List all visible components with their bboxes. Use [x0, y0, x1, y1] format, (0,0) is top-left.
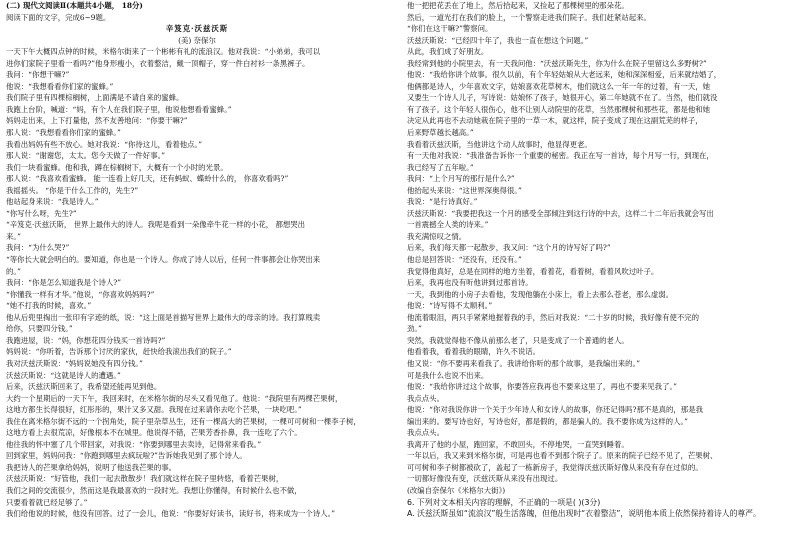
passage-line: 沃兹沃斯说：“我要把我这一个月的感受全部倾注到这行诗的中去，这样二十二年后我就会写出 [407, 208, 714, 218]
passage-line: 他抬起头来说：“这世界深奥得很。” [407, 185, 522, 195]
question-6-option-a: A. 沃兹沃斯虽如“流浪汉”般生活落魄，但他出现时“衣着整洁”，说明他本质上依然保持着诗人的尊严。 [407, 509, 761, 519]
passage-line: 只要看着就已经足够了。” [6, 497, 88, 507]
passage-line: 从此，我们成了好朋友。 [407, 47, 489, 57]
passage-line: 他俩都是诗人，少年喜欢文字，姑娘喜欢花草树木，他们就这么一年一年的过着，有一天，她 [407, 81, 711, 91]
passage-line: 我们给他说的时候，他没有回答。过了一会儿，他说：“你要好好读书，读好书，将来成为一个诗人。” [6, 509, 336, 519]
passage-line: 沃兹沃斯说：“这就是诗人的遭遇。” [6, 370, 121, 380]
passage-line: 他一把把花丢在了地上，然后拾起来，又捡起了那棵树里的那朵花。 [407, 1, 629, 10]
passage-line: 可可树和李子树都被砍了，盖起了一栋新房子，我觉得沃兹沃斯好像从来没有存在过似的。 [407, 462, 703, 472]
passage-line: 我住在离米格尔街不远的一个拐角处，院子里杂草丛生，还有一棵高大的芒果树，一棵可可树和一棵李子树， [6, 416, 361, 426]
passage-line: 我看出妈妈有些不放心。她对我说：“你待这儿，看着他点。” [6, 139, 203, 149]
right-passage-body [407, 0, 789, 497]
section-heading: (二) 现代文阅读Ⅱ(本题共4小题， 18分) [6, 1, 143, 10]
passage-line: 我对沃兹沃斯说：“妈妈说她没有四分钱。” [6, 358, 143, 368]
passage-line: 他看着我，看着我的眼睛，许久不说话。 [407, 347, 541, 357]
passage-line: 他说：“诗写得不太顺利。” [407, 301, 493, 311]
passage-line: “你写什么呀，先生?” [6, 208, 77, 218]
question-6-stem: 6. 下列对文本相关内容的理解，不正确的一项是( )(3分) [407, 497, 601, 507]
passage-line: 他说：“我给你讲过这个故事，你要答应我再也不要来这里了，再也不要来见我了。” [407, 382, 677, 392]
passage-line: 我问：“你是怎么知道我是个诗人?” [6, 278, 121, 288]
passage-line: 我跑进屋，说：“妈，你想花四分钱买一首诗吗?” [6, 335, 166, 345]
passage-line: 后来，沃兹沃斯回来了，我希望还能再见到他。 [6, 382, 162, 392]
passage-line: (改编自奈保尔《米格尔大街》) [407, 485, 506, 495]
passage-line: “辛笈克·沃兹沃斯， 世界上最伟大的诗人。我呢是看到一朵像牵牛花一样的小花， 都想哭出 [6, 220, 306, 230]
passage-line: 大约一个星期后的一天下午，我回来时，在米格尔街的尽头又看见他了。他说：“我院里有两棵芒果树， [6, 393, 343, 403]
passage-line: 我充满惊叹之情。 [407, 231, 467, 241]
passage-line: 沃兹沃斯说：“已经四十年了，我也一直在想这个问题。” [407, 35, 589, 45]
passage-line: 我们之间的交流很少，然而这是我最喜欢的一段时光。我想让你懂得，有时候什么也不做， [6, 485, 302, 495]
passage-line: 我问：“你想干嘛?” [6, 70, 70, 80]
passage-line: 他说：“我给你讲个故事。很久以前，有个年轻姑娘从大老远来，她和深深相爱，后来就结婚了， [407, 70, 722, 80]
passage-line: 妈妈说：“你听着，告诉那个讨厌的家伙，赶快给我滚出我们的院子。” [6, 347, 232, 357]
passage-line: “等你长大就会明白的。要知道，你也是一个诗人。你成了诗人以后，任何一件事都会让你哭出来 [6, 255, 321, 265]
passage-line: 他说：“我想看看你们家的蜜蜂。” [6, 81, 114, 91]
passage-line: 我问：“为什么哭?” [6, 243, 70, 253]
passage-line: 后来，我们每天都一起散步，我又问：“这个月的诗写好了吗?” [407, 243, 611, 253]
passage-line: 他流着眼泪，两只手紧紧地握着我的手，然后对我说：“二十岁的时候，我好像有使不完的 [407, 312, 700, 322]
passage-line: 他往我的怀中塞了几个带回家，对我说：“你要到哪里去卖诗，记得常来看我。” [6, 439, 262, 449]
passage-line: 他总是回答说：“还没有，还没有。” [407, 255, 522, 265]
passage-line: 我觉得他真好，总是在同样的地方坐着，看着花，看着树，看着风吹过叶子。 [407, 266, 659, 276]
passage-line: 妈妈走出来，上下打量他，然不友善地问：“你要干嘛?” [6, 116, 188, 126]
passage-line: “你们在这干嘛?”警察问。 [407, 24, 493, 34]
passage-line: 他从后兜里掏出一张印有字迹的纸，说：“这上面是首描写世界上最伟大的母亲的诗。我打算贱卖 [6, 312, 321, 322]
passage-line: 这地方看上去很荒凉，好像根本不在城里。他说得不错，芒果芳香扑鼻，我一连吃了六个。 [6, 428, 302, 438]
passage-line: 可是我什么也说不出来。 [407, 370, 489, 380]
passage-line: 他说：“你对我说你讲一个关于少年诗人和女诗人的故事，你还记得吗?那不是真的，那是我 [407, 405, 703, 415]
passage-line: 一切都好像没有变，沃兹沃斯从来没有出现过。 [407, 474, 563, 484]
passage-line: 一天下午大概四点钟的时候，米格尔街来了一个彬彬有礼的流浪汉。他对我说：“小弟弟，我可以 [6, 47, 321, 57]
passage-line: 我已经写了五年啦。” [407, 162, 474, 172]
passage-line: 的。” [6, 266, 21, 276]
passage-line: 然后，一道光打在我们的脸上，一个警察走进我们院子。我们赶紧站起来。 [407, 12, 651, 22]
right-column [407, 0, 789, 560]
passage-line: 劲。” [407, 324, 422, 334]
passage-line: 我们院子里有四棵棕榈树，上面满是不请自来的蜜蜂。 [6, 93, 184, 103]
passage-line: 我跑上台阶，喊道：“妈，有个人在我们院子里，他说他想看看蜜蜂。” [6, 104, 232, 114]
passage-line: 我把诗人的芒果拿给妈妈，说明了他送我芒果的事。 [6, 462, 176, 472]
passage-line: “她不打我的时候，喜欢。” [6, 301, 92, 311]
passage-line: 我看着沃兹沃斯，当他讲这个动人故事时，他显得更老。 [407, 139, 592, 149]
passage-line: 我们一块看蜜蜂。他和我，蹲在棕榈树下，大概有一个小时的光景。 [6, 162, 228, 172]
passage-line: 我点点头。 [407, 393, 444, 403]
passage-line: 那人说：“我想看看你们家的蜜蜂。” [6, 128, 121, 138]
passage-line: 有了孩子。这个年轻人很伤心，他不让别人动院里的花草，当然那棵树和那些花，都是他和她 [407, 104, 711, 114]
passage-line: 一首震撼全人类的诗来。” [407, 220, 489, 230]
passage-line: 后来，我再也没有听他讲到过那首诗。 [407, 278, 533, 288]
passage-line: 我说：“是行诗真好。” [407, 197, 478, 207]
passage-line: “你懂我一样有才华。”他说，“你喜欢妈妈吗?” [6, 289, 155, 299]
left-column [6, 0, 388, 560]
passage-line: 我问：“上个月写的那行是什么?” [407, 174, 515, 184]
passage-line: 决定从此再也不去动她栽在院子里的一草一木，就这样，院子变成了现在这副荒芜的样子， [407, 116, 703, 126]
passage-line: 有一天他对我说：“我准备告诉你一个重要的秘密。我正在写一首诗，每个月写一行，到现在， [407, 151, 714, 161]
passage-line: 进你们家院子里看一看吗?”他身形瘦小，衣着整洁，戴一顶帽子，穿一件白衬衫一条黑裤子。 [6, 58, 310, 68]
passage-line: 我经常到他的小院里去，有一天我问他：“沃兹沃斯先生，你为什么在院子里留这么多野树?” [407, 58, 707, 68]
passage-line: 又要生一个诗人儿子，写诗说：姑娘怀了孩子，她很开心，第二年她就不在了。当然，他们就没 [407, 93, 718, 103]
instruction: 阅读下面的文字，完成6~9题。 [6, 12, 111, 22]
passage-line: 回到家里，妈妈问我：“你跑到哪里去疯玩啦?”告诉她我见到了那个诗人。 [6, 451, 247, 461]
passage-line: 一年以后，我又来到米格尔街，可是再也看不到那个院子了。原来的院子已经不见了，芒果树、 [407, 451, 718, 461]
passage-line: 后来野草越长越高。” [407, 128, 474, 138]
passage-line: 沃兹沃斯说：“好管他，我们一起去散散步！我们就这样在院子里转悠，看着芒果树， [6, 474, 284, 484]
passage-line: 这地方都生长得很好，红彤彤的，果汁又多又甜。我现在过来请你去吃个芒果，一块吃吧。” [6, 405, 302, 415]
passage-line: 给你，只要四分钱。” [6, 324, 73, 334]
passage-line: 一天，我到他的小房子去看他，发现他躺在小床上，看上去那么苍老，那么虚弱。 [407, 289, 674, 299]
passage-line: 那人说：“我喜欢看蜜蜂。 能一连看上好几天，还有蚂蚁、蝶蛉什么的， 你喜欢看吗?” [6, 174, 289, 184]
passage-line: 来。” [6, 231, 21, 241]
passage-line: 编出来的。要写诗也好，写诗也好，都是假的，都是骗人的。我不要你成为这样的人。” [407, 416, 688, 426]
passage-line: 突然，我就觉得他不像从前那么老了，只是变成了一个普通的老人。 [407, 335, 629, 345]
passage-line: 那人说：“谢谢您，太太。您今天做了一件好事。” [6, 151, 166, 161]
passage-line: 我摇摇头。 “你是干什么工作的，先生?” [6, 185, 139, 195]
passage-line: 我离开了他的小屋，跑回家，不敢回头，不停地哭，一直哭到睡着。 [407, 439, 629, 449]
passage-author: (美) 奈保尔 [178, 35, 216, 45]
passage-line: 他站起身来说：“我是诗人。” [6, 197, 99, 207]
passage-line: 我点点头。 [407, 428, 444, 438]
left-passage-body [6, 46, 388, 519]
passage-line: 他又说：“你不要再来看我了。我讲给你听的那个故事，是我编出来的。” [407, 358, 640, 368]
passage-title: 辛笈克·沃兹沃斯 [165, 24, 229, 34]
